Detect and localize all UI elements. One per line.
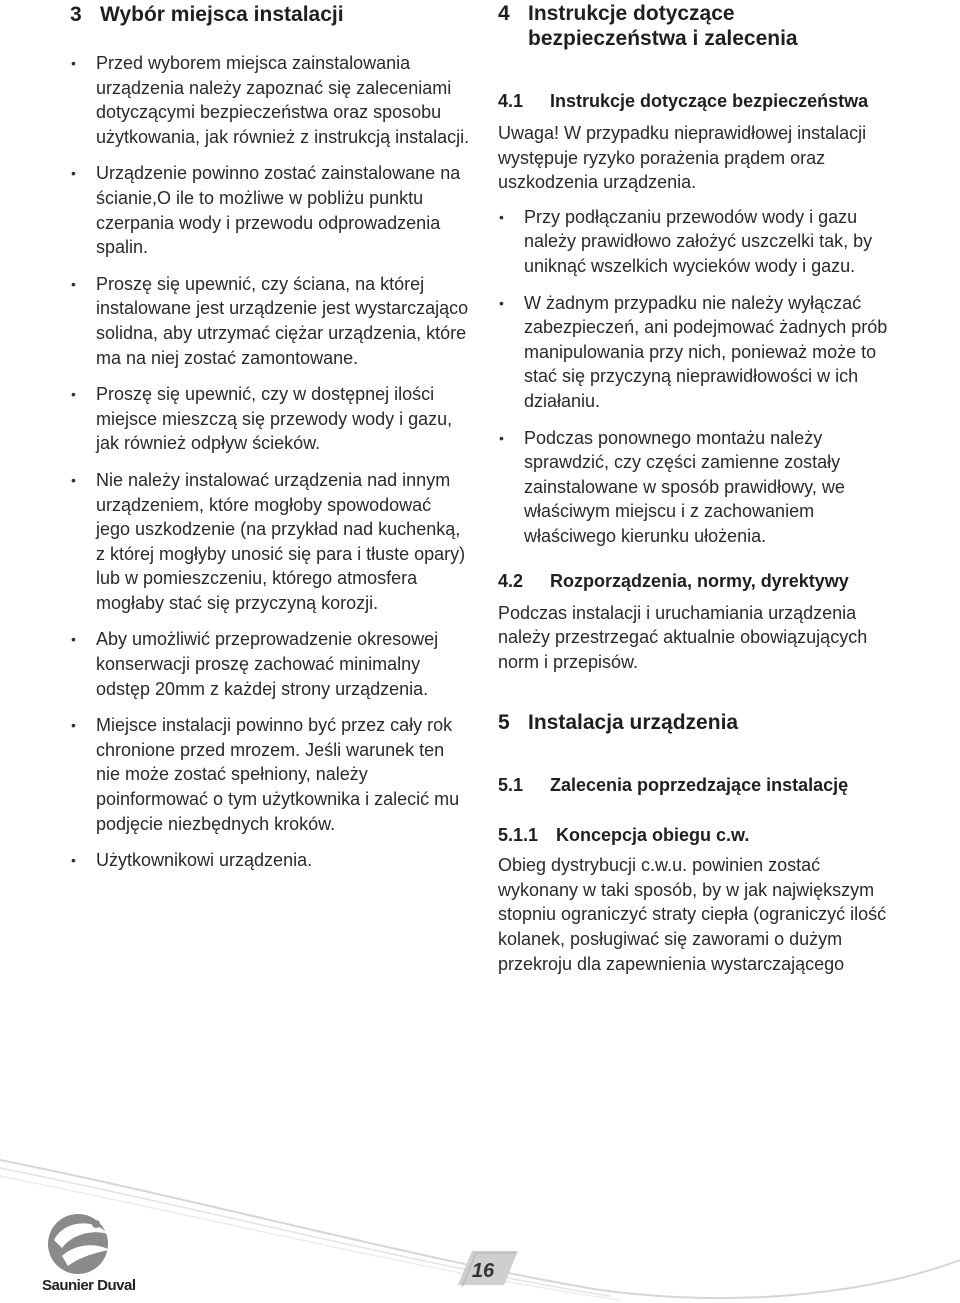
section-5-1-heading [498, 773, 898, 797]
safety-bullet-list [498, 205, 898, 549]
section-3-heading [70, 2, 470, 27]
regulations-paragraph: Podczas instalacji i uruchamiania urządzenia należy przestrzegać aktualnie obowiązujących norm i przepisów. [498, 602, 868, 672]
location-bullet-list [70, 51, 470, 873]
section-title: Instalacja urządzenia [528, 711, 739, 735]
list-item: • Użytkownikowi urządzenia. [70, 848, 470, 873]
list-item: • Proszę się upewnić, czy ściana, na której instalowane jest urządzenie jest wystarczająco solidna, aby utrzymać ciężar urządzenia, które ma na niej zostać zamontowane. [70, 272, 470, 370]
section-4-heading [498, 1, 898, 51]
brand-name: Saunier Duval [42, 1277, 136, 1294]
list-item: • Proszę się upewnić, czy w dostępnej ilości miejsce mieszczą się przewody wody i gazu, jak również odpływ ścieków. [70, 382, 470, 456]
list-item: • W żadnym przypadku nie należy wyłączać zabezpieczeń, ani podejmować żadnych prób manipulowania przy nich, ponieważ może to stać się przyczyną nieprawidłowości w ich działaniu. [498, 291, 898, 414]
saunier-duval-bird-logo-icon [34, 1200, 126, 1276]
section-4-1-heading [498, 89, 898, 113]
subsection-title: Koncepcja obiegu c.w. [556, 825, 750, 846]
subsection-number: 4.1 [498, 91, 524, 111]
section-title: Instrukcje dotyczące bezpieczeństwa i zalecenia [528, 2, 798, 50]
subsection-title: Zalecenia poprzedzające instalację [550, 775, 849, 796]
list-item: • Aby umożliwić przeprowadzenie okresowej konserwacji proszę zachować minimalny odstęp 20mm z każdej strony urządzenia. [70, 627, 470, 701]
subsection-number: 5.1.1 [498, 825, 539, 846]
subsection-number: 5.1 [498, 775, 524, 796]
section-number: 3 [70, 3, 82, 26]
right-column [498, 0, 898, 976]
section-4-2-heading [498, 569, 898, 593]
list-item: • Urządzenie powinno zostać zainstalowane na ścianie,O ile to możliwe w pobliżu punktu czerpania wody i przewodu odprowadzenia spalin. [70, 161, 470, 259]
section-number: 4 [498, 2, 510, 25]
warning-paragraph: Uwaga! W przypadku nieprawidłowej instalacji występuje ryzyko porażenia prądem oraz uszkodzenia urządzenia. [498, 123, 867, 193]
section-5-1-1-heading [498, 823, 898, 847]
left-column [70, 0, 470, 885]
section-number: 5 [498, 711, 510, 735]
subsection-title: Instrukcje dotyczące bezpieczeństwa [550, 91, 869, 111]
subsection-title: Rozporządzenia, normy, dyrektywy [550, 570, 849, 591]
list-item: • Podczas ponownego montażu należy sprawdzić, czy części zamienne zostały zainstalowane w sposób prawidłowy, we właściwym miejscu i z zachowaniem właściwego kierunku ułożenia. [498, 426, 898, 549]
list-item: • Przy podłączaniu przewodów wody i gazu należy prawidłowo założyć uszczelki tak, by uniknąć wszelkich wycieków wody i gazu. [498, 205, 898, 279]
section-5-heading [498, 710, 898, 735]
page-number: 16 [471, 1260, 495, 1282]
list-item: • Przed wyborem miejsca zainstalowania urządzenia należy zapoznać się zaleceniami dotyczącymi bezpieczeństwa oraz sposobu użytkowania, jak również z instrukcją instalacji. [70, 51, 470, 149]
subsection-number: 4.2 [498, 570, 524, 591]
list-item: • Miejsce instalacji powinno być przez cały rok chronione przed mrozem. Jeśli warunek ten nie może zostać spełniony, należy poinformować o tym użytkownika i zalecić mu podjęcie niezbędnych kroków. [70, 713, 470, 836]
hot-water-paragraph: Obieg dystrybucji c.w.u. powinien zostać wykonany w taki sposób, by w jak największym stopniu ograniczyć straty ciepła (ograniczyć ilość kolanek, posługiwać się zaworami o dużym przekroju dla zapewnienia wystarczającego [498, 855, 887, 974]
section-title: Wybór miejsca instalacji [100, 3, 344, 26]
list-item: • Nie należy instalować urządzenia nad innym urządzeniem, które mogłoby spowodować jego uszkodzenie (na przykład nad kuchenką, z której mogłyby unosić się para i tłuste opary) lub w pomieszczeniu, którego atmosfera mogłaby stać się przyczyną korozji. [70, 468, 470, 616]
